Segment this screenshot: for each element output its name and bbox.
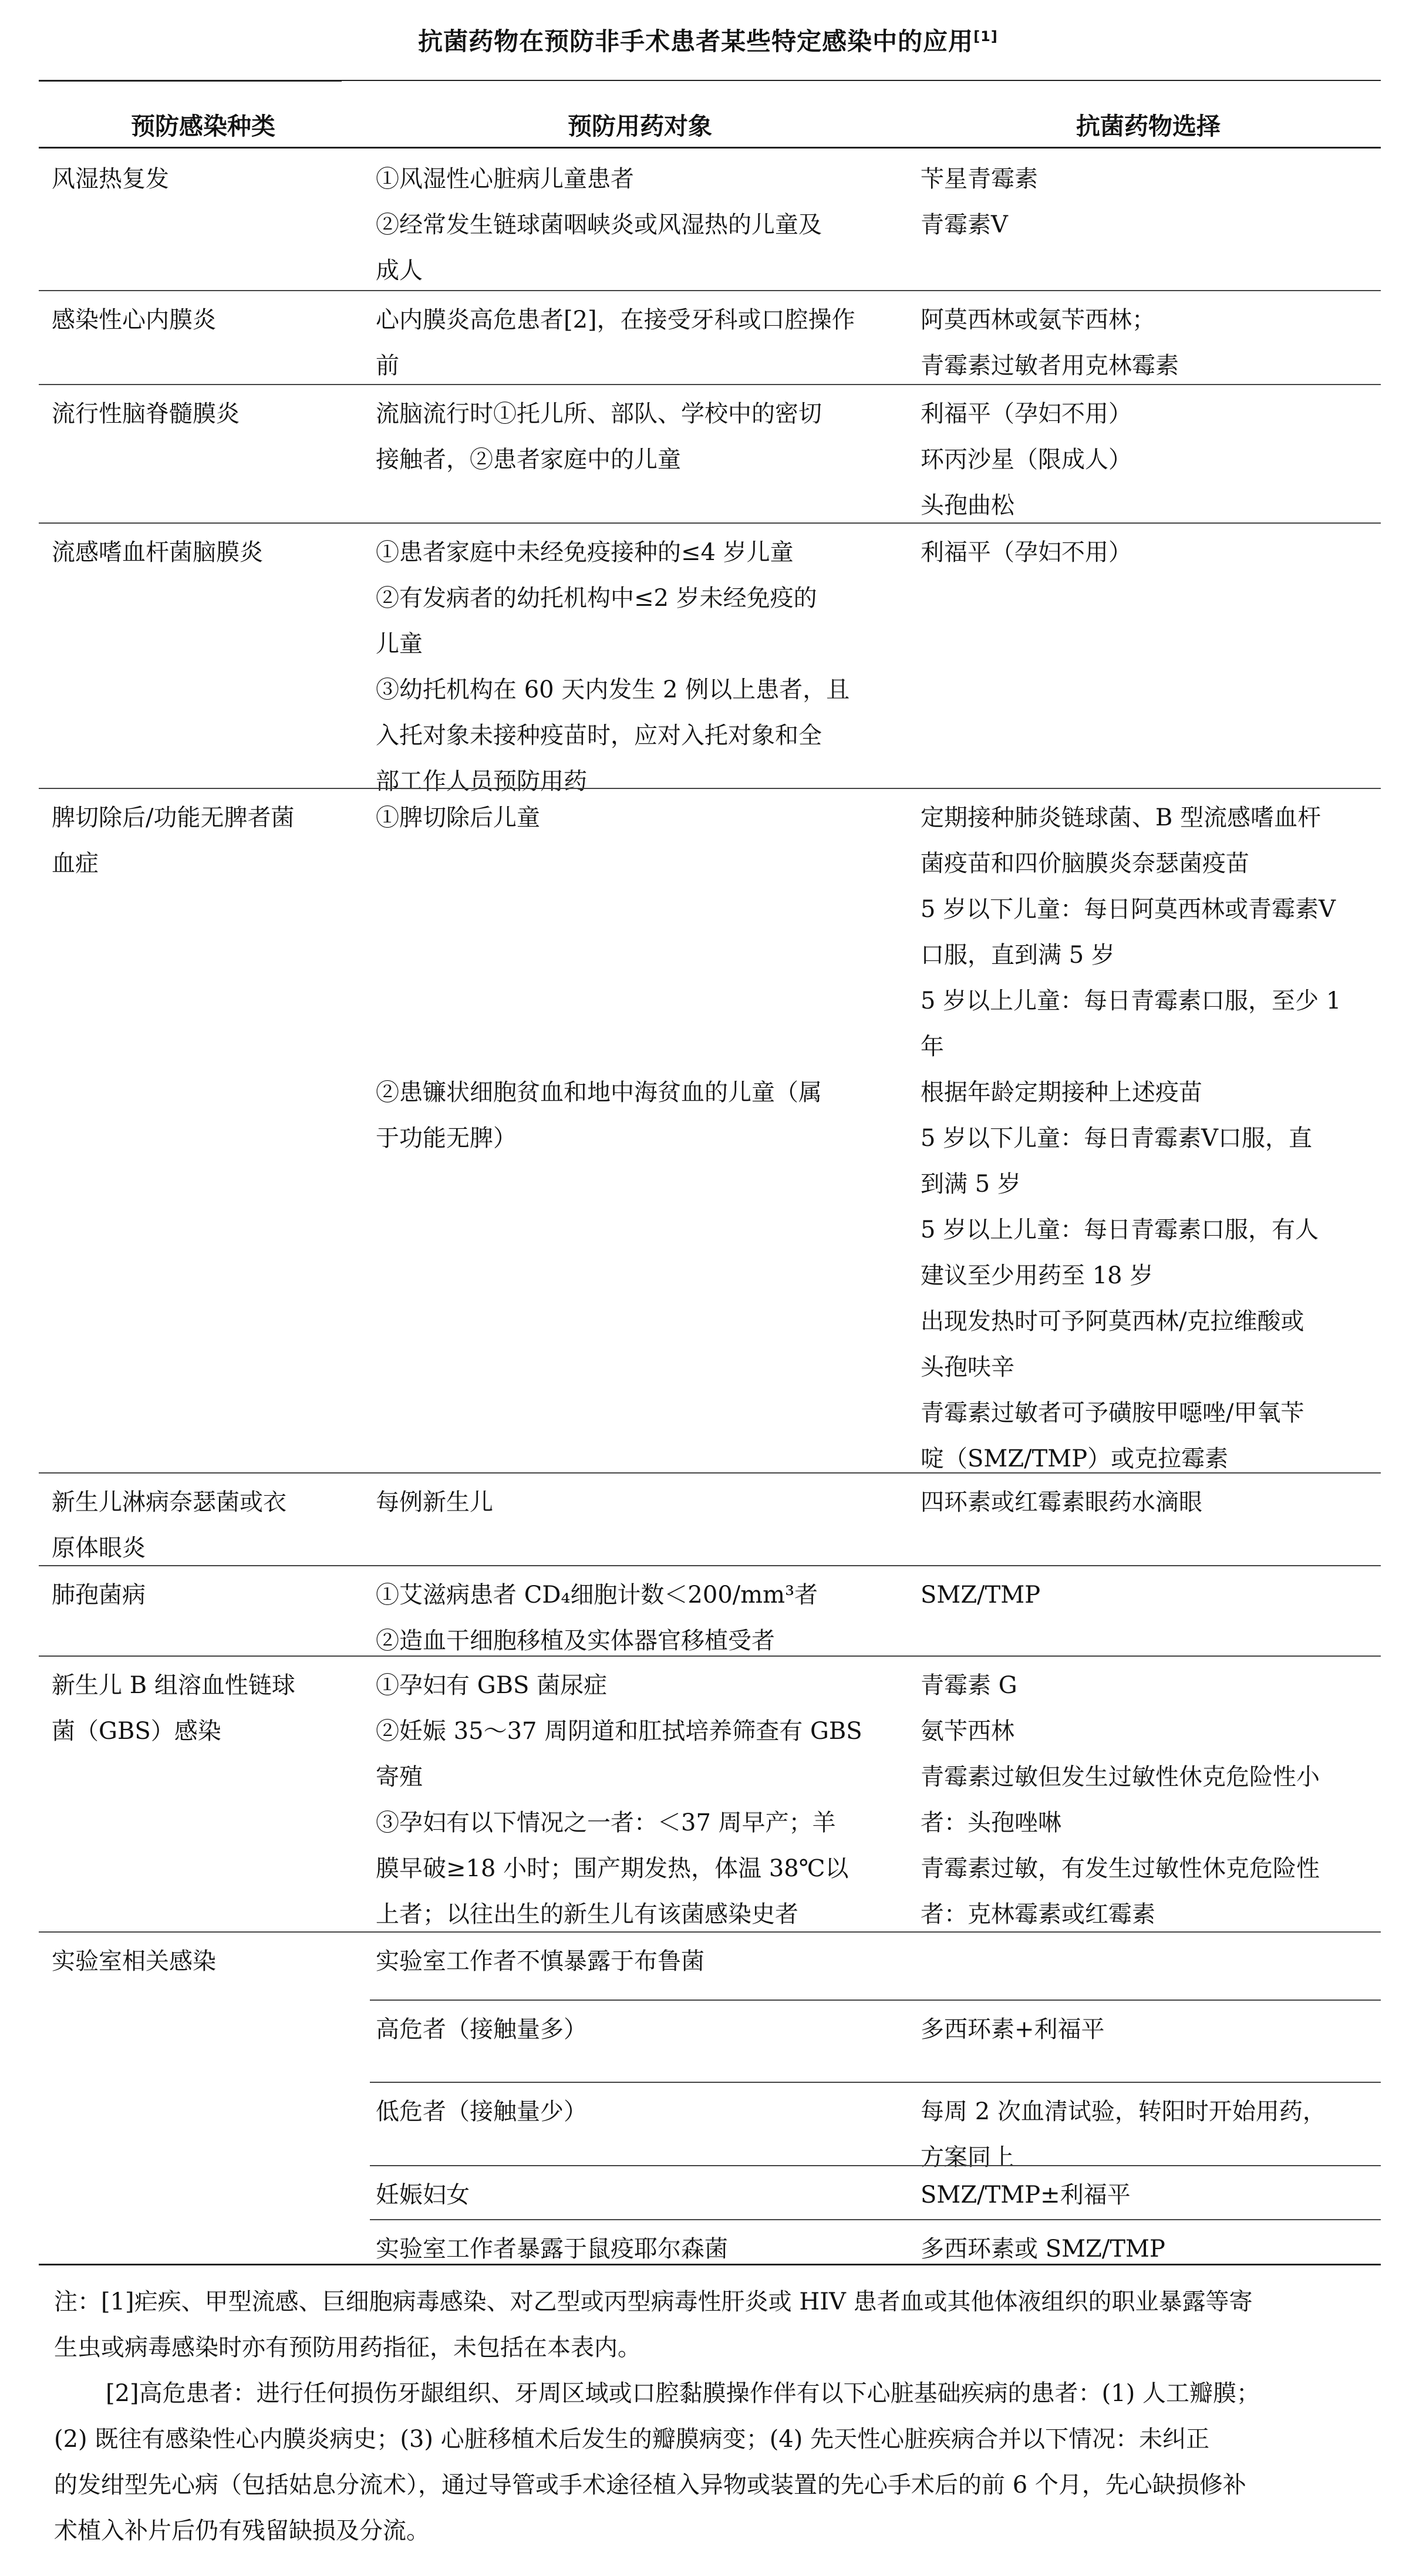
infection-type: 风湿热复发 bbox=[52, 166, 169, 193]
drug-line: 青霉素过敏者用克林霉素 bbox=[921, 352, 1179, 379]
target-line: ①患者家庭中未经免疫接种的≤4 岁儿童 bbox=[376, 539, 794, 566]
target-line: 实验室工作者不慎暴露于布鲁菌 bbox=[376, 1948, 704, 1975]
target-line: ①艾滋病患者 CD₄细胞计数＜200/mm³者 bbox=[376, 1582, 818, 1609]
target-line: ②妊娠 35～37 周阴道和肛拭培养筛查有 GBS bbox=[376, 1718, 862, 1745]
row-rule bbox=[39, 290, 1381, 291]
sub-row-rule bbox=[370, 2219, 1381, 2220]
top-rule-right bbox=[342, 80, 1381, 81]
header-target: 预防用药对象 bbox=[568, 112, 712, 140]
target-line: 膜早破≥18 小时；围产期发热，体温 38℃以 bbox=[376, 1855, 849, 1882]
drug-line: 青霉素 G bbox=[921, 1672, 1017, 1699]
infection-type: 血症 bbox=[52, 850, 99, 877]
table-title: 抗菌药物在预防非手术患者某些特定感染中的应用[1] bbox=[418, 27, 998, 56]
drug-line: 多西环素+利福平 bbox=[921, 2016, 1105, 2043]
drug-line: 口服，直到满 5 岁 bbox=[921, 942, 1115, 969]
row-rule bbox=[39, 1472, 1381, 1474]
infection-type: 流行性脑脊髓膜炎 bbox=[52, 400, 240, 427]
drug-line: 5 岁以上儿童：每日青霉素口服，有人 bbox=[921, 1216, 1319, 1243]
drug-line: 年 bbox=[921, 1033, 944, 1060]
target-line: ③孕妇有以下情况之一者：＜37 周早产；羊 bbox=[376, 1809, 836, 1836]
row-rule bbox=[39, 384, 1381, 385]
target-line: 儿童 bbox=[376, 630, 423, 658]
infection-type: 实验室相关感染 bbox=[52, 1948, 216, 1975]
footnote-line: 生虫或病毒感染时亦有预防用药指征，未包括在本表内。 bbox=[54, 2334, 641, 2361]
drug-line: 头孢呋辛 bbox=[921, 1354, 1014, 1381]
drug-line: SMZ/TMP±利福平 bbox=[921, 2181, 1131, 2209]
footnote-line: (2) 既往有感染性心内膜炎病史；(3) 心脏移植术后发生的瓣膜病变；(4) 先天性心脏疾病合并以下情况：未纠正 bbox=[54, 2426, 1210, 2453]
sub-row-rule bbox=[370, 2165, 1381, 2166]
drug-line: 者：头孢唑啉 bbox=[921, 1809, 1061, 1836]
drug-line: 青霉素过敏但发生过敏性休克危险性小 bbox=[921, 1764, 1320, 1791]
target-line: ③幼托机构在 60 天内发生 2 例以上患者，且 bbox=[376, 676, 850, 703]
header-rule bbox=[39, 147, 1381, 149]
row-rule bbox=[39, 788, 1381, 789]
drug-line: 环丙沙星（限成人） bbox=[921, 446, 1132, 473]
target-line: 前 bbox=[376, 352, 399, 379]
row-rule bbox=[39, 522, 1381, 524]
sub-row-rule bbox=[370, 2000, 1381, 2001]
target-line: ②有发病者的幼托机构中≤2 岁未经免疫的 bbox=[376, 585, 817, 612]
drug-line: 头孢曲松 bbox=[921, 492, 1014, 519]
drug-line: 到满 5 岁 bbox=[921, 1171, 1021, 1198]
drug-line: 青霉素过敏者可予磺胺甲噁唑/甲氧苄 bbox=[921, 1400, 1304, 1427]
footnote-line: 的发绀型先心病（包括姑息分流术），通过导管或手术途径植入异物或装置的先心手术后的前 6 个月，先心缺损修补 bbox=[54, 2472, 1246, 2499]
target-line: 实验室工作者暴露于鼠疫耶尔森菌 bbox=[376, 2236, 728, 2263]
target-line: ①风湿性心脏病儿童患者 bbox=[376, 166, 634, 193]
drug-line: 利福平（孕妇不用） bbox=[921, 539, 1132, 566]
drug-line: 青霉素Ⅴ bbox=[921, 211, 1008, 238]
infection-type: 感染性心内膜炎 bbox=[52, 306, 216, 333]
target-line: ②经常发生链球菌咽峡炎或风湿热的儿童及 bbox=[376, 211, 822, 238]
top-rule-left bbox=[39, 80, 342, 82]
drug-line: 方案同上 bbox=[921, 2144, 1014, 2171]
drug-line: 啶（SMZ/TMP）或克拉霉素 bbox=[921, 1445, 1229, 1472]
target-line: 于功能无脾） bbox=[376, 1125, 517, 1152]
target-line: 部工作人员预防用药 bbox=[376, 768, 587, 795]
target-line: ①脾切除后儿童 bbox=[376, 804, 540, 831]
drug-line: 多西环素或 SMZ/TMP bbox=[921, 2236, 1165, 2263]
target-line: 高危者（接触量多） bbox=[376, 2016, 587, 2043]
title-reference: [1] bbox=[973, 28, 998, 45]
infection-type: 新生儿淋病奈瑟菌或衣 bbox=[52, 1489, 286, 1516]
target-line: 上者；以往出生的新生儿有该菌感染史者 bbox=[376, 1901, 798, 1928]
footnote-line: 术植入补片后仍有残留缺损及分流。 bbox=[54, 2517, 430, 2544]
sub-row-rule bbox=[370, 2082, 1381, 2083]
target-line: 妊娠妇女 bbox=[376, 2181, 470, 2209]
target-line: ①孕妇有 GBS 菌尿症 bbox=[376, 1672, 608, 1699]
infection-type: 菌（GBS）感染 bbox=[52, 1718, 221, 1745]
infection-type: 原体眼炎 bbox=[52, 1535, 146, 1562]
target-line: ②患镰状细胞贫血和地中海贫血的儿童（属 bbox=[376, 1079, 822, 1106]
drug-line: 定期接种肺炎链球菌、B 型流感嗜血杆 bbox=[921, 804, 1321, 831]
drug-line: 5 岁以下儿童：每日阿莫西林或青霉素Ⅴ bbox=[921, 896, 1336, 923]
header-infection-type: 预防感染种类 bbox=[131, 112, 275, 140]
target-line: 心内膜炎高危患者[2]，在接受牙科或口腔操作 bbox=[376, 306, 855, 333]
drug-line: 四环素或红霉素眼药水滴眼 bbox=[921, 1489, 1202, 1516]
infection-type: 流感嗜血杆菌脑膜炎 bbox=[52, 539, 263, 566]
footnotes bbox=[54, 2279, 1260, 2554]
drug-line: 出现发热时可予阿莫西林/克拉维酸或 bbox=[921, 1308, 1304, 1335]
target-line: 入托对象未接种疫苗时，应对入托对象和全 bbox=[376, 722, 822, 749]
drug-line: 5 岁以下儿童：每日青霉素Ⅴ口服，直 bbox=[921, 1125, 1313, 1152]
target-line: 寄殖 bbox=[376, 1764, 423, 1791]
target-line: 接触者，②患者家庭中的儿童 bbox=[376, 446, 681, 473]
drug-line: SMZ/TMP bbox=[921, 1582, 1041, 1609]
target-line: ②造血干细胞移植及实体器官移植受者 bbox=[376, 1627, 775, 1654]
infection-type: 新生儿 B 组溶血性链球 bbox=[52, 1672, 295, 1699]
drug-line: 建议至少用药至 18 岁 bbox=[921, 1262, 1154, 1289]
drug-line: 利福平（孕妇不用） bbox=[921, 400, 1132, 427]
footnote-line: [2]高危患者：进行任何损伤牙龈组织、牙周区域或口腔黏膜操作伴有以下心脏基础疾病的患者：(1) 人工瓣膜； bbox=[106, 2380, 1260, 2407]
drug-line: 菌疫苗和四价脑膜炎奈瑟菌疫苗 bbox=[921, 850, 1249, 877]
row-rule bbox=[39, 1565, 1381, 1566]
drug-line: 氨苄西林 bbox=[921, 1718, 1014, 1745]
row-rule bbox=[39, 1655, 1381, 1657]
drug-line: 5 岁以上儿童：每日青霉素口服，至少 1 bbox=[921, 987, 1341, 1014]
row-rule bbox=[39, 1931, 1381, 1933]
drug-line: 根据年龄定期接种上述疫苗 bbox=[921, 1079, 1202, 1106]
target-line: 每例新生儿 bbox=[376, 1489, 493, 1516]
drug-line: 阿莫西林或氨苄西林； bbox=[921, 306, 1155, 333]
infection-type: 脾切除后/功能无脾者菌 bbox=[52, 804, 295, 831]
drug-line: 每周 2 次血清试验，转阳时开始用药， bbox=[921, 2098, 1326, 2125]
target-line: 低危者（接触量少） bbox=[376, 2098, 587, 2125]
drug-line: 者：克林霉素或红霉素 bbox=[921, 1901, 1155, 1928]
drug-line: 青霉素过敏，有发生过敏性休克危险性 bbox=[921, 1855, 1320, 1882]
drug-line: 苄星青霉素 bbox=[921, 166, 1038, 193]
header-drug: 抗菌药物选择 bbox=[1076, 112, 1221, 140]
target-line: 流脑流行时①托儿所、部队、学校中的密切 bbox=[376, 400, 822, 427]
infection-type: 肺孢菌病 bbox=[52, 1582, 146, 1609]
bottom-rule bbox=[39, 2264, 1381, 2265]
target-line: 成人 bbox=[376, 257, 423, 284]
footnote-line: 注：[1]疟疾、甲型流感、巨细胞病毒感染、对乙型或丙型病毒性肝炎或 HIV 患者血或其他体液组织的职业暴露等寄 bbox=[54, 2288, 1253, 2315]
